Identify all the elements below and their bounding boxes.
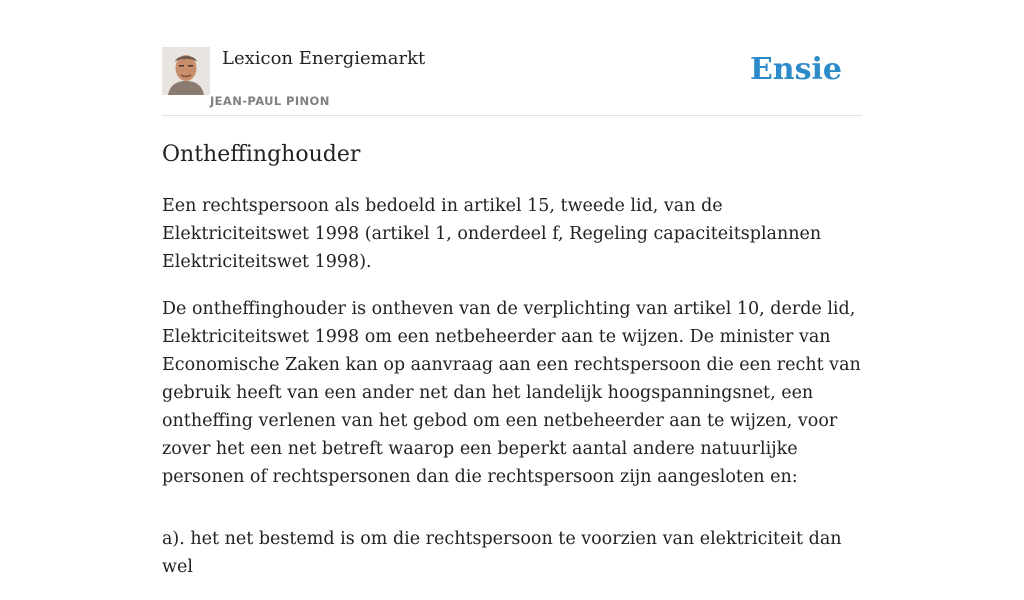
condition-item-a: a). het net bestemd is om die rechtspersoon te voorzien van elektriciteit dan wel (162, 529, 842, 577)
site-title[interactable]: Lexicon Energiemarkt (222, 48, 426, 69)
article-title: Ontheffinghouder (162, 142, 361, 167)
ensie-logo[interactable]: Ensie (749, 52, 842, 87)
author-portrait-icon (162, 47, 210, 95)
article-header (162, 46, 862, 116)
author-name[interactable]: JEAN-PAUL PINON (210, 94, 330, 108)
author-avatar[interactable] (162, 47, 210, 95)
definition-paragraph: Een rechtspersoon als bedoeld in artikel 15, tweede lid, van de Elektriciteitswet 1998 (artikel 1, onderdeel f, Regeling capaciteitsplannen Elektriciteitswet 1998). (162, 196, 822, 272)
article-body (162, 140, 862, 600)
header-divider (162, 115, 862, 116)
explanation-paragraph: De ontheffinghouder is ontheven van de verplichting van artikel 10, derde lid, Elektriciteitswet 1998 om een netbeheerder aan te wijzen. De minister van Economische Zaken kan op aanvraag aan een rechtspersoon die een recht van gebruik heeft van een ander net dan het landelijk hoogspanningsnet, een ontheffing verlenen van het gebod om een netbeheerder aan te wijzen, voor zover het een net betreft waarop een beperkt aantal andere natuurlijke personen of rechtspersonen dan die rechtspersoon zijn aangesloten en: (162, 299, 861, 487)
